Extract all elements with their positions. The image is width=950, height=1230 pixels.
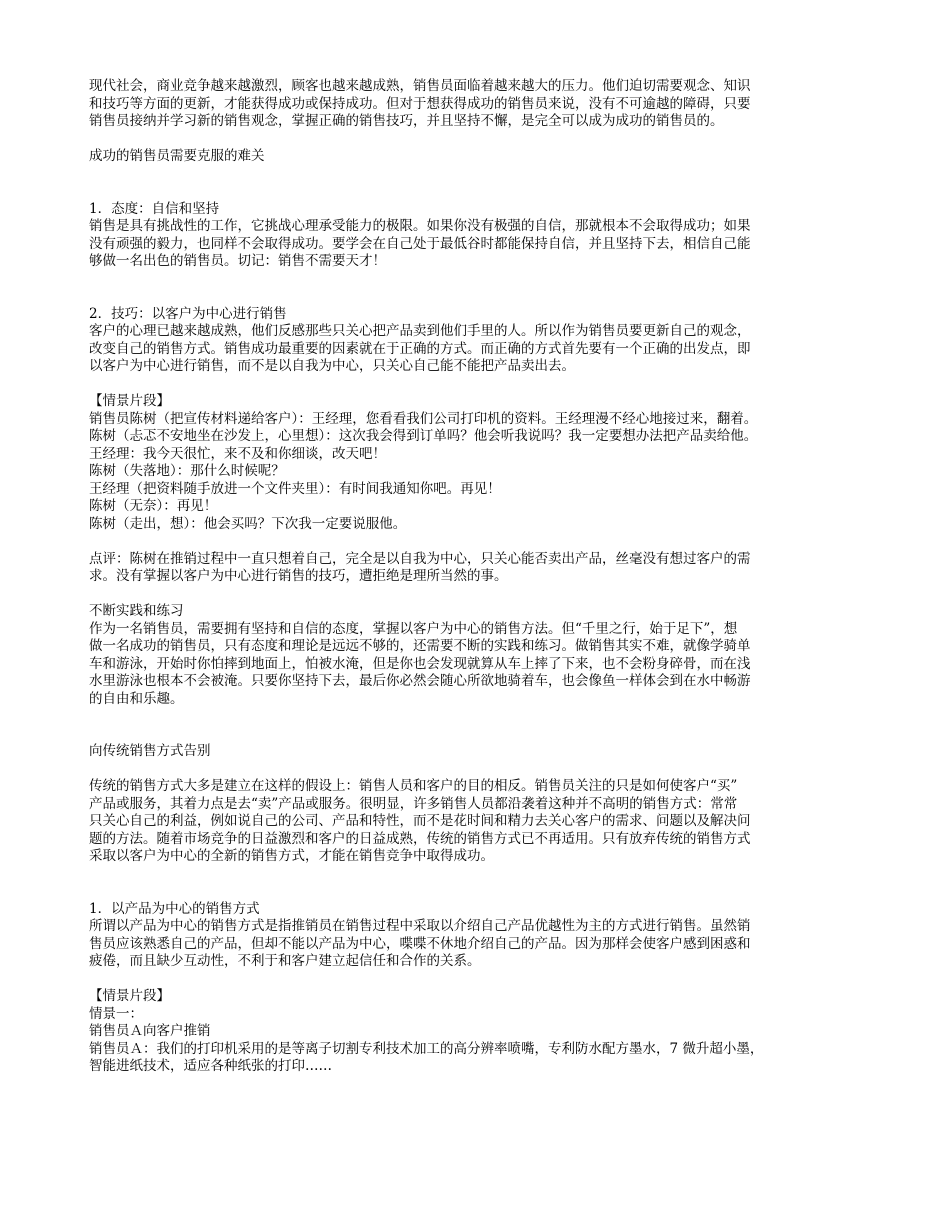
text-line: 的自由和乐趣。 (89, 690, 184, 707)
dialogue-line: 陈树（失落地）：那什么时候呢？ (89, 463, 285, 479)
text-line: 产品或服务，其着力点是去“卖”产品或服务。很明显，许多销售人员都沿袭着这种并不高明的销售方式：常常 (89, 795, 738, 812)
text-line: 没有顽强的毅力，也同样不会取得成功。要学会在自己处于最低谷时都能保持自信，并且坚持下去，相信自己能 (89, 235, 751, 252)
spacer (89, 271, 859, 306)
scene-dialogue-1 (89, 393, 859, 533)
spacer (89, 708, 859, 743)
dialogue-line: 销售员陈树（把宣传材料递给客户）：王经理，您看看我们公司打印机的资料。王经理漫不经心地接过来，翻着。 (89, 410, 758, 427)
text-line: 所谓以产品为中心的销售方式是指推销员在销售过程中采取以介绍自己产品优越性为主的方式进行销售。虽然销 (89, 918, 751, 934)
spacer (89, 131, 859, 149)
text-line: 水里游泳也根本不会被淹。只要你坚持下去，最后你必然会随心所欲地骑着车，也会像鱼一样体会到在水中畅游 (89, 673, 751, 689)
text-line: 客户的心理已越来越成熟，他们反感那些只关心把产品卖到他们手里的人。所以作为销售员要更新自己的观念， (89, 323, 751, 339)
text-line: 疲倦，而且缺少互动性，不利于和客户建立起信任和合作的关系。 (89, 953, 481, 969)
heading-text: 成功的销售员需要克服的难关 (89, 148, 265, 164)
dialogue-line: 销售员Ａ：我们的打印机采用的是等离子切割专利技术加工的高分辨率喷嘴，专利防水配方墨水，7 微升超小墨， (89, 1040, 764, 1057)
scene-dialogue-2 (89, 988, 859, 1076)
subheading-text: 1．态度：自信和坚持 (89, 200, 220, 217)
spacer (89, 971, 859, 989)
spacer (89, 533, 859, 551)
heading-text: 向传统销售方式告别 (89, 743, 211, 759)
product-centered-paragraph (89, 901, 859, 971)
text-line: 销售是具有挑战性的工作，它挑战心理承受能力的极限。如果你没有极强的自信，那就根本不会取得成功；如果 (89, 218, 751, 234)
subheading-text: 不断实践和练习 (89, 603, 184, 619)
scene-label: 【情景片段】 (89, 393, 170, 409)
text-line: 现代社会，商业竞争越来越激烈，顾客也越来越成熟，销售员面临着越来越大的压力。他们迫切需要观念、知识 (89, 78, 751, 94)
practice-paragraph (89, 603, 859, 708)
dialogue-line: 王经理（把资料随手放进一个文件夹里）：有时间我通知你吧。再见！ (89, 480, 501, 497)
text-line: 车和游泳，开始时你怕摔到地面上，怕被水淹，但是你也会发现就算从车上摔了下来，也不会粉身碎骨，而在浅 (89, 655, 751, 672)
text-line: 售员应该熟悉自己的产品，但却不能以产品为中心，喋喋不休地介绍自己的产品。因为那样会使客户感到困惑和 (89, 935, 751, 952)
text-line: 作为一名销售员，需要拥有坚持和自信的态度，掌握以客户为中心的销售方法。但“千里之行，始于足下”，想 (89, 620, 738, 637)
subheading-text: 1．以产品为中心的销售方式 (89, 900, 260, 917)
skill-paragraph (89, 306, 859, 376)
traditional-paragraph (89, 778, 859, 866)
text-line: 情景一： (89, 1005, 143, 1022)
dialogue-line: 陈树（走出，想）：他会买吗？下次我一定要说服他。 (89, 515, 407, 532)
text-line: 传统的销售方式大多是建立在这样的假设上：销售人员和客户的目的相反。销售员关注的只是如何使客户“买” (89, 778, 738, 794)
dialogue-line: 陈树（忐忑不安地坐在沙发上，心里想）：这次我会得到订单吗？他会听我说吗？我一定要想办法把产品卖给他。 (89, 428, 758, 444)
text-line: 改变自己的销售方式。销售成功最重要的因素就在于正确的方式。而正确的方式首先要有一个正确的出发点，即 (89, 340, 751, 357)
text-line: 够做一名出色的销售员。切记：销售不需要天才！ (89, 253, 386, 269)
document-page (89, 78, 859, 1076)
subheading-text: 2．技巧：以客户为中心进行销售 (89, 305, 287, 322)
text-line: 采取以客户为中心的全新的销售方式，才能在销售竞争中取得成功。 (89, 848, 494, 864)
text-line: 以客户为中心进行销售，而不是以自我为中心，只关心自己能不能把产品卖出去。 (89, 358, 575, 374)
spacer (89, 376, 859, 394)
section-heading-farewell (89, 743, 859, 761)
dialogue-line: 王经理：我今天很忙，来不及和你细谈，改天吧！ (89, 445, 386, 462)
dialogue-line: 智能进纸技术，适应各种纸张的打印…… (89, 1058, 332, 1074)
text-line: 点评：陈树在推销过程中一直只想着自己，完全是以自我为中心，只关心能否卖出产品，丝毫没有想过客户的需 (89, 550, 751, 567)
text-line: 题的方法。随着市场竞争的日益激烈和客户的日益成熟，传统的销售方式已不再适用。只有放弃传统的销售方式 (89, 830, 751, 847)
text-line: 销售员接纳并学习新的销售观念，掌握正确的销售技巧，并且坚持不懈，是完全可以成为成功的销售员的。 (89, 113, 724, 129)
intro-paragraph (89, 78, 859, 131)
spacer (89, 761, 859, 779)
text-line: 做一名成功的销售员，只有态度和理论是远远不够的，还需要不断的实践和练习。做销售其实不难，就像学骑单 (89, 638, 751, 654)
text-line: 求。没有掌握以客户为中心进行销售的技巧，遭拒绝是理所当然的事。 (89, 568, 508, 584)
text-line: 只关心自己的利益，例如说自己的公司、产品和特性，而不是花时间和精力去关心客户的需求、问题以及解决问 (89, 813, 751, 829)
text-line: 和技巧等方面的更新，才能获得成功或保持成功。但对于想获得成功的销售员来说，没有不可逾越的障碍，只要 (89, 95, 751, 112)
dialogue-line: 陈树（无奈）：再见！ (89, 498, 218, 514)
attitude-paragraph (89, 201, 859, 271)
scene-label: 【情景片段】 (89, 988, 170, 1004)
comment-paragraph (89, 551, 859, 586)
section-heading-obstacles (89, 148, 859, 166)
spacer (89, 866, 859, 901)
text-line: 销售员Ａ向客户推销 (89, 1023, 211, 1039)
spacer (89, 586, 859, 604)
spacer (89, 166, 859, 201)
